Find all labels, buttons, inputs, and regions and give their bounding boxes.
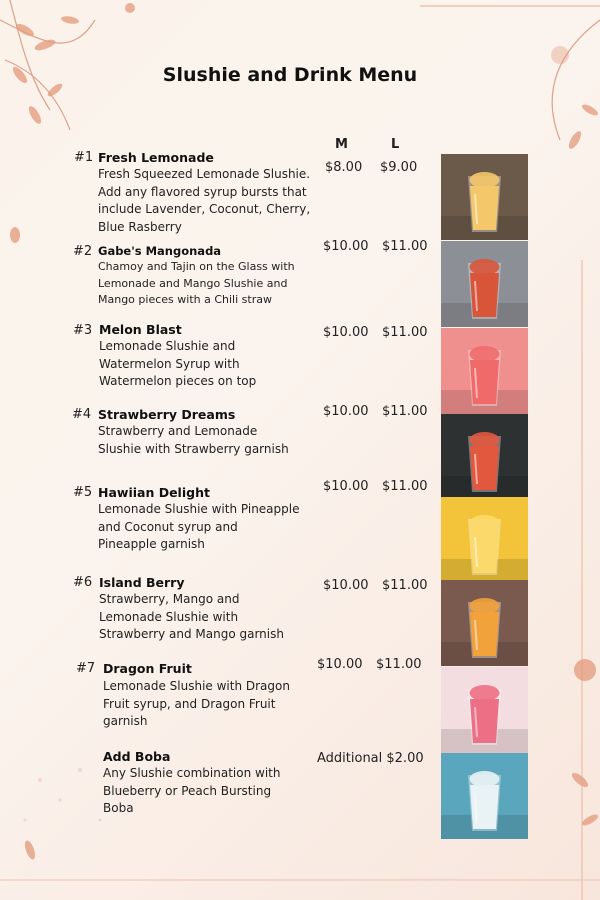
price-large: $11.00 xyxy=(382,578,428,593)
item-description: Lemonade Slushie with Dragon Fruit syrup, and Dragon Fruit garnish xyxy=(103,679,290,728)
item-number: #1 xyxy=(74,150,94,165)
drink-photo xyxy=(441,580,528,666)
column-header-large: L xyxy=(391,137,400,152)
item-description: Strawberry, Mango and Lemonade Slushie with Strawberry and Mango garnish xyxy=(99,592,284,641)
price-additional: Additional $2.00 xyxy=(317,751,424,766)
price-large: $9.00 xyxy=(380,160,418,175)
item-name: Hawiian Delight xyxy=(98,485,210,500)
item-name: Add Boba xyxy=(103,749,171,764)
price-medium: $10.00 xyxy=(323,325,369,340)
drink-photo xyxy=(441,497,528,583)
drink-photo xyxy=(441,414,528,500)
price-large: $11.00 xyxy=(382,325,428,340)
item-number: #3 xyxy=(73,323,93,338)
item-description: Lemonade Slushie and Watermelon Syrup with Watermelon pieces on top xyxy=(99,339,257,388)
item-name: Gabe's Mangonada xyxy=(98,244,222,258)
item-number: #6 xyxy=(73,575,93,590)
item-number: #5 xyxy=(73,485,93,500)
item-number: #4 xyxy=(72,407,92,422)
column-header-medium: M xyxy=(335,137,348,152)
drink-photo xyxy=(441,154,528,240)
drink-photo xyxy=(441,328,528,414)
price-medium: $10.00 xyxy=(323,578,369,593)
item-number: #2 xyxy=(73,244,93,259)
price-large: $11.00 xyxy=(376,657,422,672)
drink-photo xyxy=(441,667,528,753)
price-large: $11.00 xyxy=(382,239,428,254)
item-description: Lemonade Slushie with Pineapple and Coconut syrup and Pineapple garnish xyxy=(98,502,300,551)
drink-photo xyxy=(441,241,528,327)
item-description: Any Slushie combination with Blueberry or Peach Bursting Boba xyxy=(103,766,281,815)
menu-title: Slushie and Drink Menu xyxy=(162,64,418,86)
price-large: $11.00 xyxy=(382,479,428,494)
item-description: Chamoy and Tajin on the Glass with Lemonade and Mango Slushie and Mango pieces with a Chili straw xyxy=(98,260,295,306)
price-medium: $10.00 xyxy=(323,404,369,419)
price-large: $11.00 xyxy=(382,404,428,419)
price-medium: $10.00 xyxy=(317,657,363,672)
price-medium: $10.00 xyxy=(323,479,369,494)
item-name: Island Berry xyxy=(99,575,185,590)
item-name: Melon Blast xyxy=(99,322,182,337)
item-number: #7 xyxy=(76,661,96,676)
drink-photo xyxy=(441,753,528,839)
item-name: Strawberry Dreams xyxy=(98,407,236,422)
item-description: Fresh Squeezed Lemonade Slushie. Add any flavored syrup bursts that include Lavender, Coconut, Cherry, Blue Rasberry xyxy=(98,167,311,234)
item-description: Strawberry and Lemonade Slushie with Strawberry garnish xyxy=(98,424,289,456)
price-medium: $8.00 xyxy=(325,160,363,175)
item-name: Dragon Fruit xyxy=(103,661,192,676)
price-medium: $10.00 xyxy=(323,239,369,254)
item-name: Fresh Lemonade xyxy=(98,150,214,165)
